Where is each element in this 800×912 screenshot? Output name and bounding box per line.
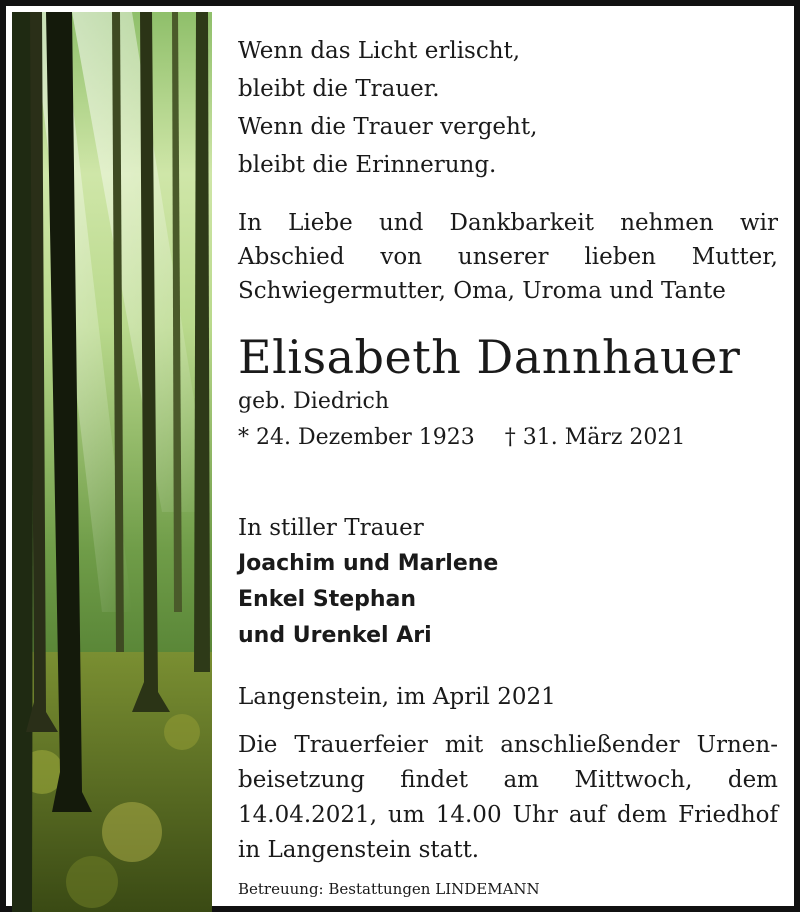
- service-line: 14.04.2021, um 14.00 Uhr auf dem Friedhof: [238, 802, 778, 828]
- verse-line: Wenn die Trauer vergeht,: [238, 114, 538, 140]
- place-date: Langenstein, im April 2021: [238, 684, 556, 710]
- intro-line: Schwiegermutter, Oma, Uroma und Tante: [238, 278, 726, 304]
- funeral-home-note: Betreuung: Bestattungen LINDEMANN: [238, 880, 540, 898]
- maiden-name: geb. Diedrich: [238, 389, 389, 414]
- deceased-name: Elisabeth Dannhauer: [238, 330, 741, 384]
- farewell-intro: [238, 206, 778, 308]
- service-line: Die Trauerfeier mit anschließender Urnen-: [238, 732, 778, 758]
- notice-text: [238, 32, 778, 900]
- intro-line: In Liebe und Dankbarkeit nehmen wir: [238, 210, 778, 236]
- memorial-verse: [238, 32, 778, 184]
- forest-image: [12, 12, 212, 912]
- birth-date: * 24. Dezember 1923: [238, 425, 475, 450]
- mourner-name: und Urenkel Ari: [238, 623, 432, 648]
- mourner-name: Joachim und Marlene: [238, 551, 499, 576]
- forest-illustration: [12, 12, 212, 912]
- mourners: [238, 510, 778, 654]
- verse-line: bleibt die Erinnerung.: [238, 152, 497, 178]
- service-line: in Langenstein statt.: [238, 837, 480, 863]
- mourners-heading: In stiller Trauer: [238, 515, 424, 541]
- life-dates: [238, 418, 778, 458]
- verse-line: Wenn das Licht erlischt,: [238, 38, 521, 64]
- service-info: [238, 728, 778, 868]
- death-date: † 31. März 2021: [504, 425, 686, 450]
- service-line: beisetzung findet am Mittwoch, dem: [238, 767, 778, 793]
- verse-line: bleibt die Trauer.: [238, 76, 440, 102]
- mourner-name: Enkel Stephan: [238, 587, 417, 612]
- intro-line: Abschied von unserer lieben Mutter,: [238, 244, 778, 270]
